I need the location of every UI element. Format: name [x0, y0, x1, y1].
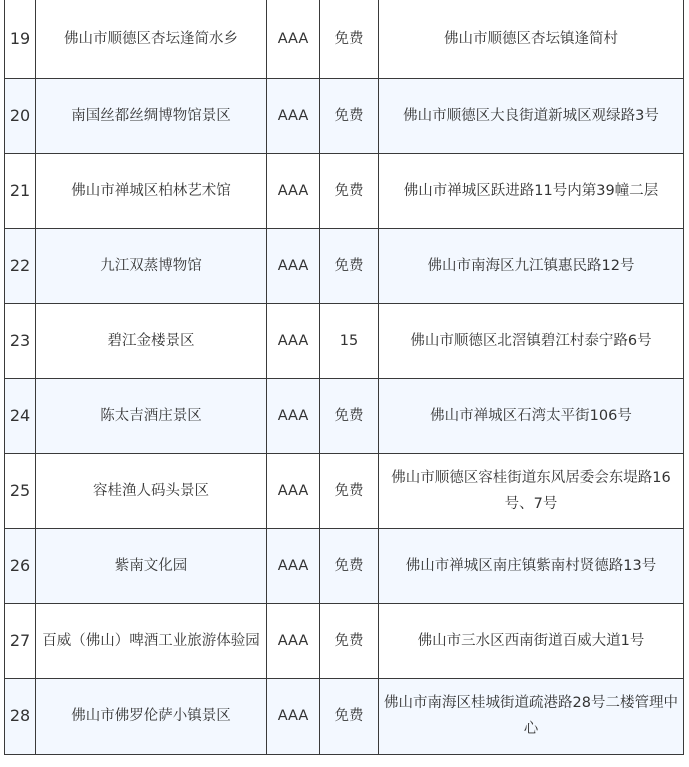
row-number: 20 — [5, 78, 36, 153]
table-row — [5, 0, 684, 78]
table-row — [5, 228, 684, 303]
attraction-level: AAA — [267, 78, 320, 153]
ticket-fee: 免费 — [320, 528, 379, 603]
attraction-name: 紫南文化园 — [36, 528, 267, 603]
row-number: 23 — [5, 303, 36, 378]
ticket-fee: 免费 — [320, 153, 379, 228]
attraction-name: 佛山市禅城区柏林艺术馆 — [36, 153, 267, 228]
attraction-level: AAA — [267, 303, 320, 378]
table-row — [5, 78, 684, 153]
ticket-fee: 15 — [320, 303, 379, 378]
attraction-address: 佛山市禅城区南庄镇紫南村贤德路13号 — [379, 528, 684, 603]
row-number: 26 — [5, 528, 36, 603]
row-number: 24 — [5, 378, 36, 453]
ticket-fee: 免费 — [320, 78, 379, 153]
ticket-fee: 免费 — [320, 228, 379, 303]
attraction-level: AAA — [267, 528, 320, 603]
attraction-address: 佛山市南海区九江镇惠民路12号 — [379, 228, 684, 303]
row-number: 27 — [5, 603, 36, 678]
attractions-table — [4, 0, 684, 755]
attraction-address: 佛山市顺德区容桂街道东风居委会东堤路16号、7号 — [379, 453, 684, 528]
attraction-level: AAA — [267, 678, 320, 754]
attraction-name: 百威（佛山）啤酒工业旅游体验园 — [36, 603, 267, 678]
row-number: 21 — [5, 153, 36, 228]
attraction-address: 佛山市南海区桂城街道疏港路28号二楼管理中心 — [379, 678, 684, 754]
attraction-address: 佛山市禅城区石湾太平街106号 — [379, 378, 684, 453]
attraction-name: 南国丝都丝绸博物馆景区 — [36, 78, 267, 153]
attraction-name: 碧江金楼景区 — [36, 303, 267, 378]
ticket-fee: 免费 — [320, 603, 379, 678]
ticket-fee: 免费 — [320, 453, 379, 528]
table-row — [5, 453, 684, 528]
row-number: 25 — [5, 453, 36, 528]
row-number: 19 — [5, 0, 36, 78]
attraction-name: 容桂渔人码头景区 — [36, 453, 267, 528]
attraction-level: AAA — [267, 153, 320, 228]
attraction-address: 佛山市顺德区杏坛镇逢简村 — [379, 0, 684, 78]
attraction-address: 佛山市顺德区北滘镇碧江村泰宁路6号 — [379, 303, 684, 378]
row-number: 28 — [5, 678, 36, 754]
attraction-level: AAA — [267, 603, 320, 678]
attraction-name: 佛山市佛罗伦萨小镇景区 — [36, 678, 267, 754]
row-number: 22 — [5, 228, 36, 303]
table-row — [5, 678, 684, 754]
attraction-level: AAA — [267, 0, 320, 78]
attraction-name: 九江双蒸博物馆 — [36, 228, 267, 303]
attraction-level: AAA — [267, 378, 320, 453]
ticket-fee: 免费 — [320, 378, 379, 453]
attraction-name: 佛山市顺德区杏坛逢简水乡 — [36, 0, 267, 78]
table-row — [5, 303, 684, 378]
ticket-fee: 免费 — [320, 678, 379, 754]
attraction-address: 佛山市顺德区大良街道新城区观绿路3号 — [379, 78, 684, 153]
table-row — [5, 603, 684, 678]
table-row — [5, 528, 684, 603]
table-row — [5, 153, 684, 228]
attraction-level: AAA — [267, 453, 320, 528]
ticket-fee: 免费 — [320, 0, 379, 78]
attraction-address: 佛山市禅城区跃进路11号内第39幢二层 — [379, 153, 684, 228]
attraction-level: AAA — [267, 228, 320, 303]
attraction-name: 陈太吉酒庄景区 — [36, 378, 267, 453]
attraction-address: 佛山市三水区西南街道百威大道1号 — [379, 603, 684, 678]
table-row — [5, 378, 684, 453]
